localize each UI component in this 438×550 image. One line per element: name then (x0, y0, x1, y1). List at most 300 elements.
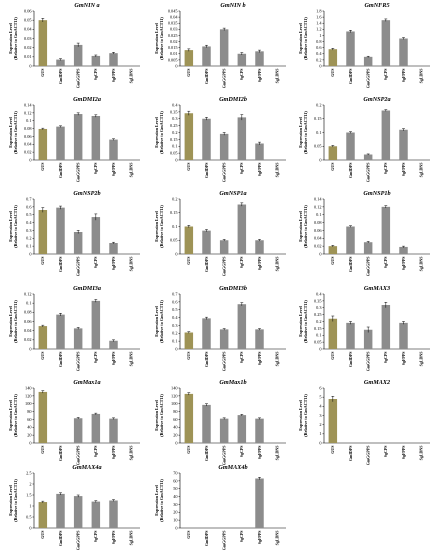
bar (92, 502, 100, 528)
chart-panel (150, 283, 290, 371)
bar (56, 60, 64, 66)
chart-title: GmNIN a (74, 2, 100, 9)
y-tick-label: 1.6 (316, 14, 322, 20)
x-tick-label: SgLDNS (128, 445, 134, 461)
y-tick-label: 1.4 (316, 20, 322, 26)
y-tick-label: 0.05 (313, 339, 322, 345)
bar (255, 479, 263, 529)
x-tick-label: GmIDPS (203, 68, 209, 85)
y-axis-label: Expression Level (154, 211, 159, 242)
y-axis-label-units: (Relative to GmACT11) (303, 394, 308, 437)
x-tick-label: SgLDNS (128, 68, 134, 84)
y-tick-label: 20 (173, 432, 178, 438)
y-tick-label: 3 (319, 412, 322, 418)
y-tick-label: 70 (173, 470, 178, 476)
x-tick-label: SgLDNS (128, 530, 134, 546)
y-tick-label: 0 (319, 63, 322, 69)
x-tick-label: GmIDPS (57, 256, 63, 273)
bar (109, 53, 117, 66)
x-tick-label: SgCPS (239, 162, 245, 175)
bar (382, 305, 390, 349)
x-tick-label: GUS (330, 445, 336, 454)
bar (109, 341, 117, 349)
x-tick-label: SgCPS (93, 162, 99, 175)
chart-panel (150, 94, 290, 182)
y-tick-label: 0.06 (23, 133, 32, 139)
y-tick-label: 0.08 (23, 309, 32, 315)
y-tick-label: 0.35 (313, 298, 322, 304)
bar (364, 330, 372, 349)
bar (220, 329, 228, 349)
bar (202, 119, 210, 160)
chart-title: GmMax1a (73, 379, 101, 386)
y-tick-label: 0 (175, 63, 178, 69)
y-tick-label: 0.1 (316, 332, 322, 338)
chart-title: GmNSP1b (363, 190, 391, 197)
x-tick-label: SgFPPS (400, 351, 406, 366)
chart-panel (150, 188, 290, 276)
x-tick-label: GmGGPPS (221, 445, 227, 465)
y-axis-label: Expression Level (154, 485, 159, 516)
chart-panel (294, 94, 434, 182)
y-tick-label: 0.25 (313, 312, 322, 318)
y-tick-label: 20 (27, 432, 32, 438)
chart-panel (150, 462, 290, 550)
y-tick-label: 0.7 (172, 291, 178, 297)
chart-title: GmDMI3b (219, 285, 247, 292)
y-axis-label: Expression Level (8, 485, 13, 516)
y-tick-label: 0 (29, 525, 32, 531)
x-tick-label: GmGGPPS (75, 68, 81, 88)
y-axis-label: Expression Level (8, 117, 13, 148)
y-tick-label: 0.015 (167, 45, 178, 51)
x-tick-label: GUS (330, 162, 336, 171)
x-tick-label: GmGGPPS (75, 256, 81, 276)
x-tick-label: SgFPPS (400, 162, 406, 177)
y-tick-label: 0.4 (26, 219, 32, 225)
x-tick-label: SgFPPS (400, 445, 406, 460)
x-tick-label: SgLDNS (274, 162, 280, 178)
x-tick-label: GmGGPPS (75, 351, 81, 371)
y-tick-label: 0.7 (26, 196, 32, 202)
x-tick-label: GmIDPS (347, 351, 353, 368)
y-tick-label: 0.12 (23, 291, 32, 297)
bar (255, 240, 263, 254)
bar (56, 127, 64, 160)
bar (399, 130, 407, 160)
bar (238, 54, 246, 66)
x-tick-label: SgLDNS (128, 351, 134, 367)
y-axis-label-units: (Relative to GmACT11) (159, 479, 164, 522)
chart-panel (4, 283, 144, 371)
y-tick-label: 120 (171, 393, 178, 399)
x-tick-label: GUS (330, 351, 336, 360)
bar (56, 208, 64, 254)
y-tick-label: 50 (173, 486, 178, 492)
y-tick-label: 120 (25, 393, 32, 399)
y-tick-label: 0.1 (316, 129, 322, 135)
x-tick-label: GUS (40, 445, 46, 454)
y-axis-label: Expression Level (154, 23, 159, 54)
y-tick-label: 0.4 (172, 102, 178, 108)
chart-panel (294, 377, 434, 465)
x-tick-label: GUS (186, 68, 192, 77)
y-tick-label: 1.8 (316, 8, 322, 14)
bar (39, 210, 47, 254)
x-tick-label: GUS (186, 445, 192, 454)
y-tick-label: 0.05 (169, 150, 178, 156)
chart-panel (4, 188, 144, 276)
bar (255, 144, 263, 161)
bar (185, 394, 193, 443)
bar (364, 57, 372, 66)
y-tick-label: 1.2 (316, 26, 322, 32)
bar (202, 405, 210, 443)
y-tick-label: 0.04 (169, 14, 178, 20)
y-tick-label: 0.2 (172, 330, 178, 336)
y-tick-label: 0.02 (313, 243, 322, 249)
y-tick-label: 0.005 (167, 57, 178, 63)
x-tick-label: GmGGPPS (75, 530, 81, 550)
y-tick-label: 0.2 (172, 196, 178, 202)
y-tick-label: 0.2 (172, 129, 178, 135)
y-tick-label: 0.04 (313, 235, 322, 241)
y-tick-label: 0 (319, 346, 322, 352)
x-tick-label: SgCPS (239, 351, 245, 364)
x-tick-label: SgCPS (93, 445, 99, 458)
bar (39, 129, 47, 160)
bar (255, 419, 263, 443)
y-tick-label: 0 (319, 440, 322, 446)
y-axis-label-units: (Relative to GmACT11) (13, 394, 18, 437)
bar (92, 414, 100, 443)
y-tick-label: 0 (29, 251, 32, 257)
y-axis-label-units: (Relative to GmACT11) (303, 205, 308, 248)
y-tick-label: 0 (319, 251, 322, 257)
x-tick-label: GmIDPS (347, 256, 353, 273)
y-tick-label: 0.5 (172, 307, 178, 313)
bar (185, 333, 193, 350)
chart-title: GmMAX4a (72, 464, 102, 471)
bar (109, 419, 117, 443)
x-tick-label: SgFPPS (256, 162, 262, 177)
chart-title: GmDMI2b (219, 96, 247, 103)
x-tick-label: GmGGPPS (221, 351, 227, 371)
bar (74, 114, 82, 160)
y-tick-label: 0.8 (316, 38, 322, 44)
x-tick-label: SgFPPS (400, 256, 406, 271)
y-tick-label: 0.1 (26, 118, 32, 124)
bar (238, 415, 246, 443)
x-tick-label: SgLDNS (418, 256, 424, 272)
y-tick-label: 0.04 (23, 26, 32, 32)
x-tick-label: SgLDNS (418, 445, 424, 461)
bar (92, 116, 100, 160)
x-tick-label: GUS (330, 256, 336, 265)
y-tick-label: 0.03 (169, 26, 178, 32)
y-tick-label: 140 (25, 385, 32, 391)
y-tick-label: 1 (319, 32, 322, 38)
bar (399, 323, 407, 349)
bar (109, 501, 117, 529)
y-tick-label: 0.3 (172, 322, 178, 328)
x-tick-label: SgCPS (383, 445, 389, 458)
x-tick-label: SgFPPS (256, 530, 262, 545)
x-tick-label: GmGGPPS (221, 256, 227, 276)
y-tick-label: 0.25 (169, 123, 178, 129)
y-axis-label-units: (Relative to GmACT11) (159, 300, 164, 343)
bar (346, 31, 354, 66)
chart-title: GmNIN b (220, 2, 246, 9)
x-tick-label: GmGGPPS (365, 445, 371, 465)
y-tick-label: 0.01 (23, 54, 32, 60)
y-tick-label: 2 (29, 481, 32, 487)
chart-title: GmDMI2a (73, 96, 101, 103)
y-axis-label-units: (Relative to GmACT11) (13, 17, 18, 60)
y-tick-label: 0.12 (313, 204, 322, 210)
y-axis-label-units: (Relative to GmACT11) (303, 111, 308, 154)
x-tick-label: SgCPS (93, 351, 99, 364)
x-tick-label: GmIDPS (57, 68, 63, 85)
x-tick-label: GmGGPPS (365, 68, 371, 88)
bar (185, 113, 193, 160)
y-tick-label: 6 (319, 385, 322, 391)
y-tick-label: 0.4 (316, 291, 322, 297)
y-tick-label: 0.01 (169, 51, 178, 57)
y-tick-label: 0.05 (169, 237, 178, 243)
x-tick-label: SgLDNS (418, 68, 424, 84)
x-tick-label: SgLDNS (274, 256, 280, 272)
x-tick-label: GUS (186, 162, 192, 171)
x-tick-label: GUS (40, 162, 46, 171)
x-tick-label: GUS (186, 256, 192, 265)
bar (220, 419, 228, 443)
bar (74, 496, 82, 528)
bar (92, 56, 100, 66)
y-tick-label: 100 (171, 401, 178, 407)
y-tick-label: 0 (29, 346, 32, 352)
x-tick-label: SgLDNS (418, 351, 424, 367)
chart-title: GmMax1b (219, 379, 247, 386)
x-tick-label: GUS (40, 68, 46, 77)
chart-panel (4, 94, 144, 182)
bar (220, 240, 228, 254)
bar (185, 50, 193, 66)
x-tick-label: GmGGPPS (221, 162, 227, 182)
x-tick-label: GmIDPS (347, 68, 353, 85)
x-tick-label: SgCPS (383, 162, 389, 175)
y-tick-label: 0.3 (316, 305, 322, 311)
x-tick-label: GmIDPS (203, 530, 209, 547)
y-tick-label: 0.03 (23, 35, 32, 41)
bar (399, 39, 407, 67)
x-tick-label: SgFPPS (110, 256, 116, 271)
bar (329, 49, 337, 66)
x-tick-label: GmIDPS (203, 351, 209, 368)
y-axis-label-units: (Relative to GmACT11) (159, 205, 164, 248)
y-tick-label: 80 (173, 408, 178, 414)
chart-title: GmNSP2b (73, 190, 101, 197)
bar (202, 231, 210, 254)
chart-panel (294, 0, 434, 88)
y-tick-label: 0 (29, 63, 32, 69)
x-tick-label: SgLDNS (274, 68, 280, 84)
y-tick-label: 40 (173, 493, 178, 499)
y-tick-label: 0.1 (316, 212, 322, 218)
chart-title: GmNSP1a (219, 190, 247, 197)
bar (329, 146, 337, 160)
x-tick-label: SgLDNS (274, 530, 280, 546)
y-tick-label: 0.04 (23, 141, 32, 147)
x-tick-label: SgCPS (239, 256, 245, 269)
x-tick-label: GUS (40, 351, 46, 360)
x-tick-label: SgFPPS (110, 530, 116, 545)
y-tick-label: 0 (29, 157, 32, 163)
x-tick-label: SgCPS (383, 68, 389, 81)
chart-panel (150, 377, 290, 465)
y-tick-label: 140 (171, 385, 178, 391)
y-tick-label: 0.02 (23, 149, 32, 155)
x-tick-label: GmIDPS (347, 445, 353, 462)
y-tick-label: 0 (175, 346, 178, 352)
x-tick-label: SgCPS (93, 256, 99, 269)
chart-panel (294, 188, 434, 276)
bar (56, 315, 64, 349)
y-tick-label: 60 (173, 478, 178, 484)
y-tick-label: 0.15 (313, 116, 322, 122)
y-tick-label: 0.06 (23, 8, 32, 14)
bar (185, 227, 193, 255)
y-tick-label: 0.025 (167, 32, 178, 38)
x-tick-label: GmIDPS (57, 530, 63, 547)
bar (382, 20, 390, 66)
bar (74, 328, 82, 349)
x-tick-label: SgFPPS (110, 68, 116, 83)
y-tick-label: 0.6 (26, 204, 32, 210)
y-tick-label: 0 (175, 157, 178, 163)
bar (109, 140, 117, 160)
y-axis-label: Expression Level (154, 117, 159, 148)
bar (238, 205, 246, 255)
y-tick-label: 5 (319, 394, 322, 400)
y-axis-label: Expression Level (8, 23, 13, 54)
bar (39, 502, 47, 528)
y-tick-label: 0.15 (169, 210, 178, 216)
bar (202, 318, 210, 349)
bar (255, 51, 263, 66)
x-tick-label: SgCPS (93, 530, 99, 543)
x-tick-label: SgCPS (383, 256, 389, 269)
x-tick-label: SgFPPS (256, 445, 262, 460)
y-axis-label-units: (Relative to GmACT11) (303, 300, 308, 343)
bar (399, 247, 407, 254)
x-tick-label: GmIDPS (203, 256, 209, 273)
x-tick-label: GmIDPS (203, 162, 209, 179)
chart-title: GmNSP2a (363, 96, 391, 103)
x-tick-label: GUS (40, 256, 46, 265)
x-tick-label: SgCPS (239, 68, 245, 81)
y-tick-label: 0.2 (316, 102, 322, 108)
y-tick-label: 0.02 (169, 38, 178, 44)
y-tick-label: 0.4 (172, 314, 178, 320)
bar (329, 319, 337, 349)
y-tick-label: 0.2 (316, 318, 322, 324)
chart-panel (150, 0, 290, 88)
y-tick-label: 0.08 (313, 219, 322, 225)
chart-panel (294, 283, 434, 371)
x-tick-label: GmGGPPS (365, 162, 371, 182)
x-tick-label: SgFPPS (110, 445, 116, 460)
bar (346, 133, 354, 161)
y-tick-label: 60 (173, 416, 178, 422)
x-tick-label: GUS (186, 351, 192, 360)
y-tick-label: 0.05 (23, 17, 32, 23)
y-tick-label: 0.6 (316, 45, 322, 51)
y-tick-label: 0 (175, 251, 178, 257)
x-tick-label: SgCPS (383, 351, 389, 364)
bar (220, 29, 228, 66)
x-tick-label: GmIDPS (57, 445, 63, 462)
y-axis-label: Expression Level (154, 400, 159, 431)
bar (346, 323, 354, 349)
bar (382, 111, 390, 161)
y-tick-label: 0.1 (172, 223, 178, 229)
x-tick-label: SgCPS (93, 68, 99, 81)
y-axis-label-units: (Relative to GmACT11) (13, 205, 18, 248)
y-tick-label: 2 (319, 422, 322, 428)
y-tick-label: 0 (175, 440, 178, 446)
x-tick-label: GmIDPS (57, 162, 63, 179)
x-tick-label: SgCPS (239, 445, 245, 458)
bar (364, 155, 372, 161)
y-tick-label: 1.5 (26, 492, 32, 498)
bar (39, 392, 47, 443)
x-tick-label: SgCPS (239, 530, 245, 543)
y-tick-label: 0.12 (23, 110, 32, 116)
y-tick-label: 0.045 (167, 8, 178, 14)
y-tick-label: 0.08 (23, 125, 32, 131)
chart-title: GmMAX3 (363, 285, 391, 292)
y-tick-label: 0.3 (172, 116, 178, 122)
y-axis-label-units: (Relative to GmACT11) (303, 17, 308, 60)
y-tick-label: 0.15 (169, 136, 178, 142)
y-tick-label: 0 (175, 525, 178, 531)
y-axis-label-units: (Relative to GmACT11) (13, 111, 18, 154)
bar (329, 246, 337, 254)
y-tick-label: 0.4 (316, 51, 322, 57)
x-tick-label: SgFPPS (110, 162, 116, 177)
bar (74, 232, 82, 254)
y-tick-label: 1 (319, 431, 322, 437)
bar (74, 45, 82, 66)
y-tick-label: 0.14 (23, 102, 32, 108)
x-tick-label: GmIDPS (347, 162, 353, 179)
chart-title: GmNFR5 (364, 2, 390, 9)
chart-panel (4, 0, 144, 88)
x-tick-label: SgFPPS (256, 256, 262, 271)
bar (220, 134, 228, 160)
x-tick-label: SgLDNS (128, 256, 134, 272)
y-tick-label: 0.14 (313, 196, 322, 202)
y-tick-label: 30 (173, 501, 178, 507)
y-tick-label: 1 (29, 503, 32, 509)
y-tick-label: 0.05 (313, 143, 322, 149)
y-tick-label: 40 (27, 424, 32, 430)
x-tick-label: SgLDNS (274, 351, 280, 367)
bar (109, 243, 117, 254)
y-tick-label: 0.06 (23, 318, 32, 324)
x-tick-label: GUS (40, 530, 46, 539)
